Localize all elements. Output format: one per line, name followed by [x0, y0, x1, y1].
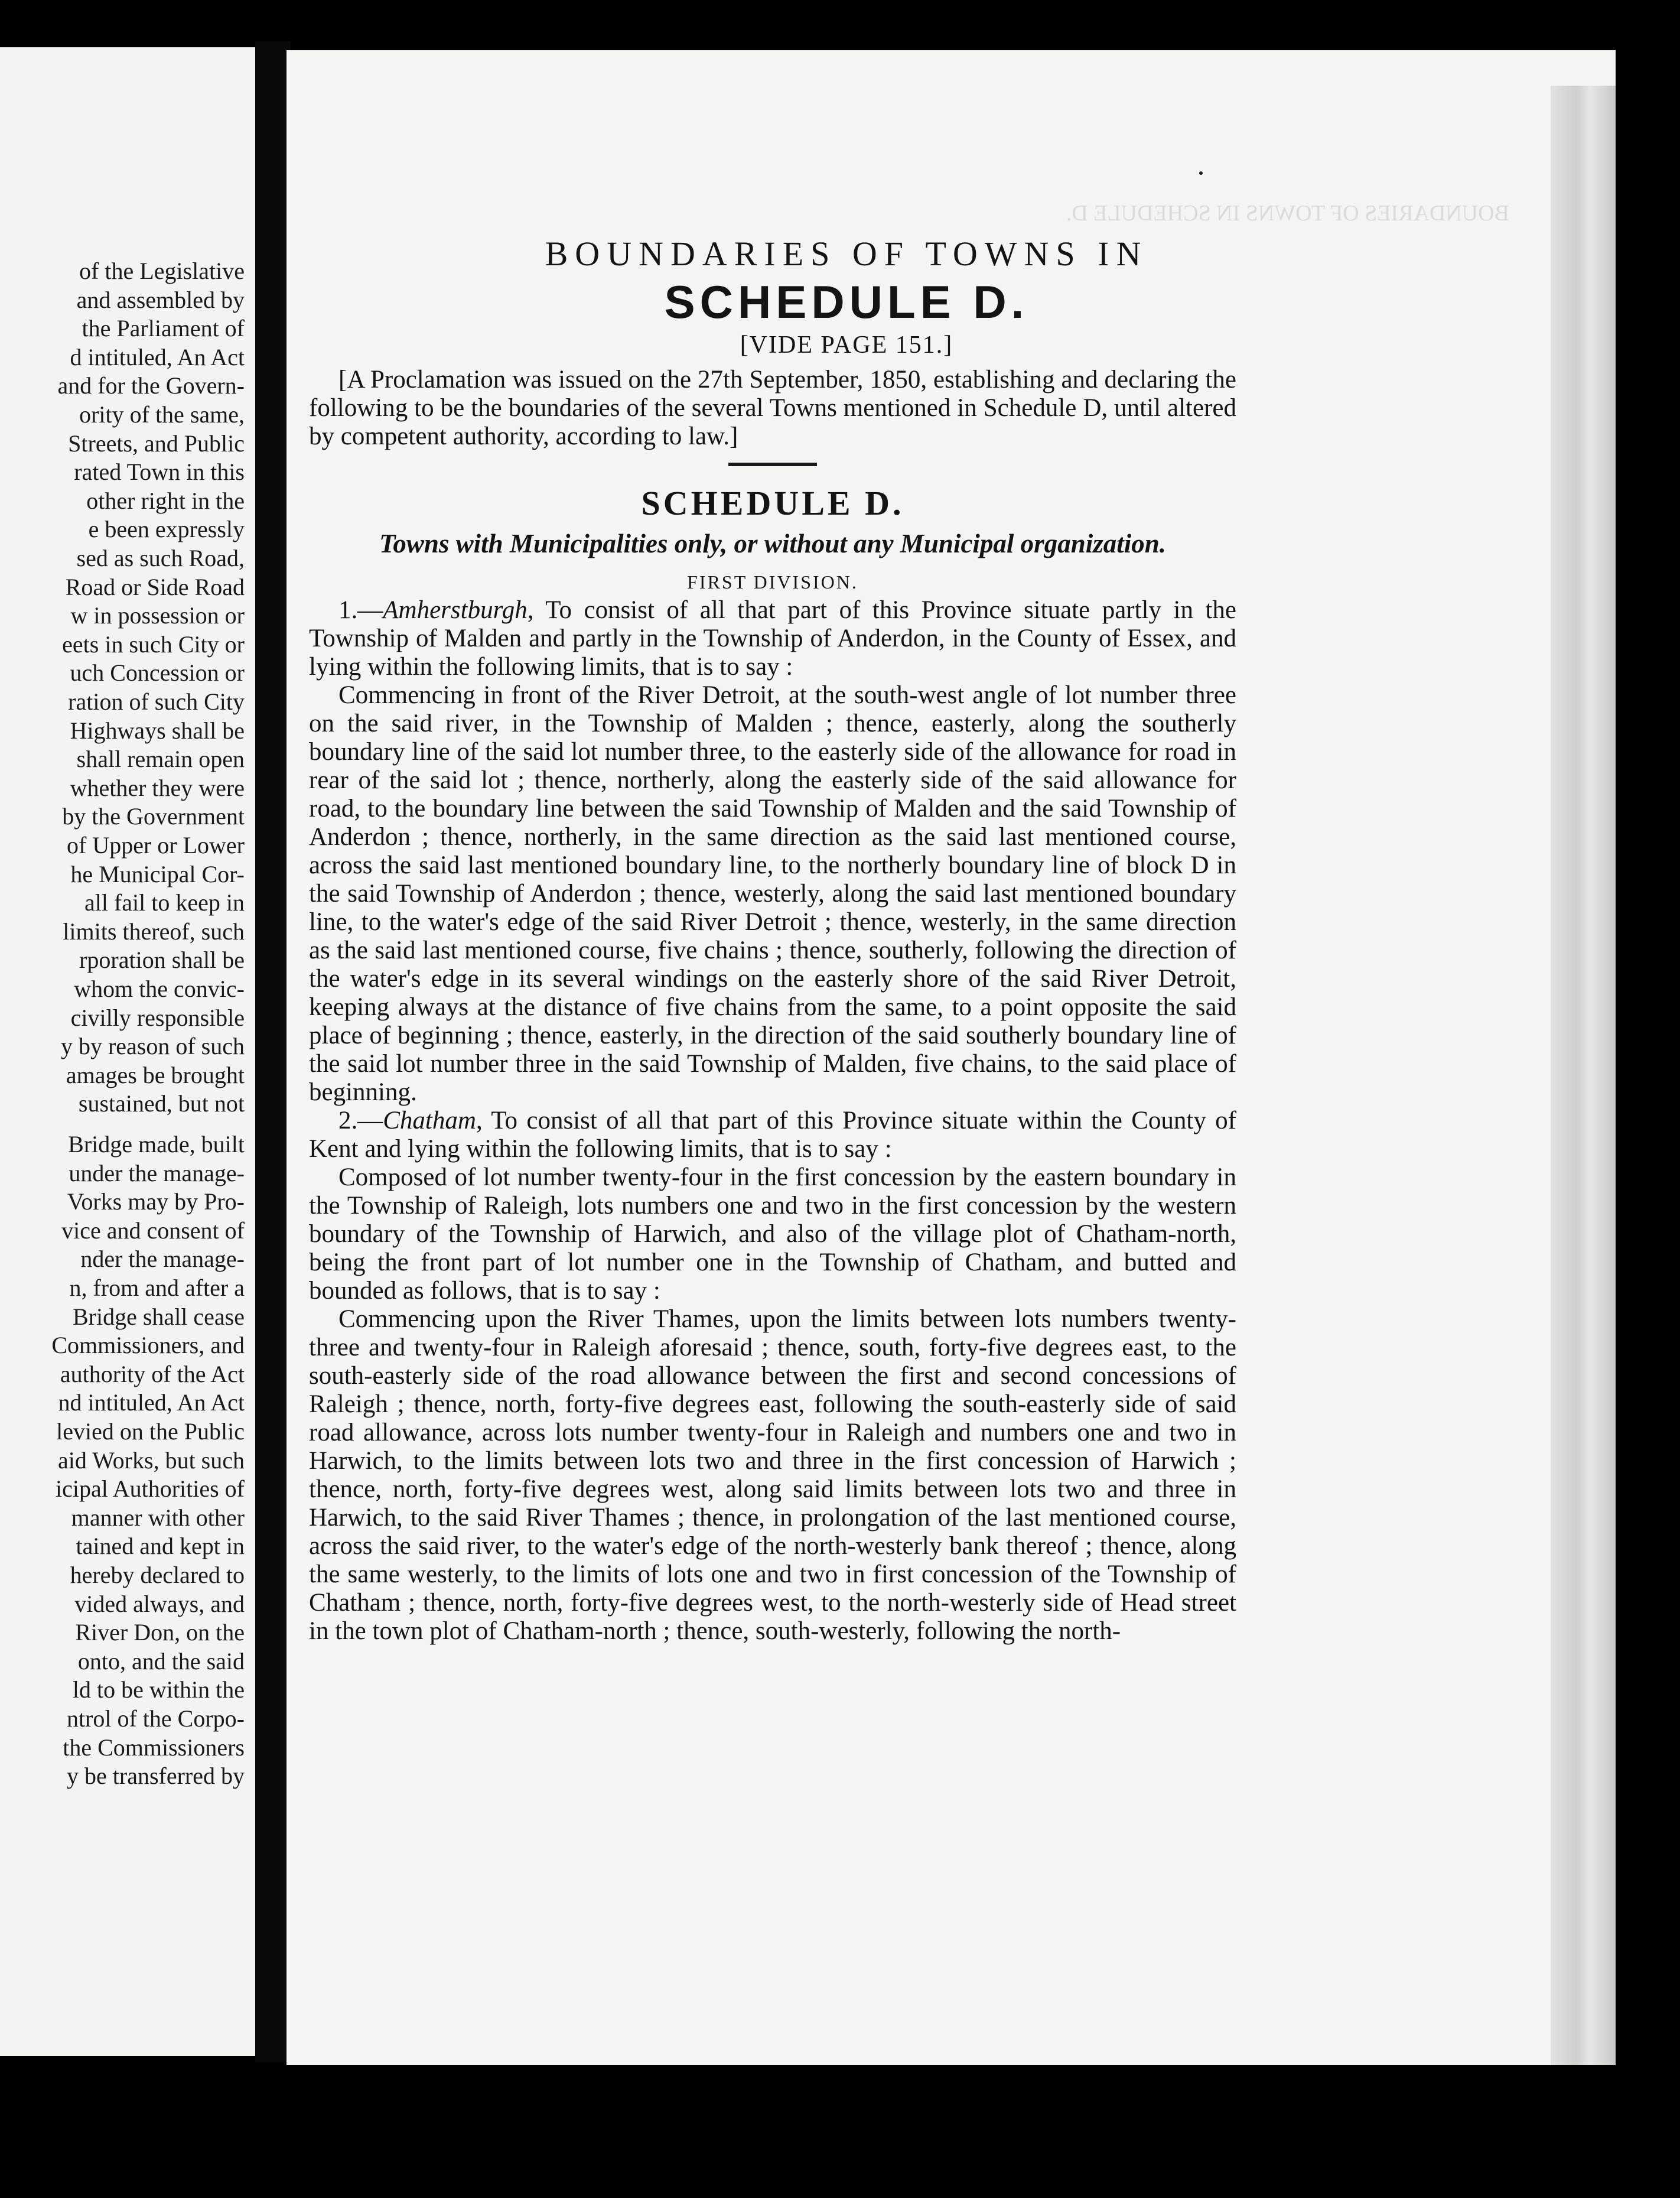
entry-amherstburgh-body: Commencing in front of the River Detroit, at the south-west angle of lot number three on the said river, in the Township of Malden ; thence, easterly, along the southerly boundary line of the said lot number three, to the easterly side of the allowance for road in rear of the said lot ; thence, northerly, along the easterly side of the said allowance for road, to the boundary line between the said Township of Malden and the said Township of Anderdon ; thence, northerly, in the same direction as the said last mentioned course, across the said last mentioned boundary line, to the northerly boundary line of block D in the said Township of Anderdon ; thence, westerly, along the said last mentioned boundary line, to the water's edge of the said River Detroit ; thence, westerly, in the same direction as the said last mentioned course, five chains ; thence, southerly, following the direction of the water's edge in its several windings on the easterly shore of the said River Detroit, keeping always at the distance of five chains from the same, to a point opposite the said place of beginning ; thence, easterly, in the direction of the said southerly boundary line of the said lot number three in the said Township of Malden, five chains, to the said place of beginning. [309, 681, 1236, 1106]
left-page-line: all fail to keep in [84, 889, 245, 916]
page-edge-stack [1551, 86, 1616, 2065]
left-page-line: authority of the Act [60, 1360, 245, 1387]
town-name: Amherstburgh [383, 596, 528, 624]
left-page-line: Vorks may by Pro- [67, 1188, 245, 1215]
left-page-line: the Parliament of [82, 315, 245, 342]
right-page [286, 50, 1616, 2065]
heading-line-2: SCHEDULE D. [664, 276, 1029, 328]
heading-line-1: BOUNDARIES OF TOWNS IN [545, 235, 1148, 273]
left-page-line: civilly responsible [70, 1004, 245, 1031]
left-page-line: River Don, on the [75, 1619, 245, 1646]
entry-chatham-body: Composed of lot number twenty-four in the first concession by the eastern boundary in the Township of Raleigh, lots numbers one and two in the first concession by the western boundary of the Township of Harwich, and also of the village plot of Chatham-north, being the front part of lot number one in the Township of Chatham, and butted and bounded as follows, that is to say : [309, 1163, 1236, 1305]
entry-number: 2.— [338, 1107, 383, 1134]
left-page-line: tained and kept in [76, 1533, 245, 1560]
left-page-line: onto, and the said [77, 1647, 245, 1674]
bleed-through-text: BOUNDARIES OF TOWNS IN SCHEDULE D. [1066, 201, 1509, 226]
entry-number: 1.— [338, 596, 383, 624]
left-page-line: n, from and after a [69, 1274, 245, 1301]
left-page-line: Highways shall be [70, 717, 245, 744]
left-page-line: ority of the same, [79, 401, 245, 428]
left-page-line: hereby declared to [70, 1562, 245, 1588]
left-page-line: sustained, but not [78, 1090, 245, 1117]
left-page-line: levied on the Public [56, 1418, 245, 1445]
entry-amherstburgh-intro [309, 596, 1236, 681]
left-page-line: vided always, and [74, 1590, 245, 1617]
left-page-line: nder the manage- [80, 1246, 245, 1273]
schedule-subtitle: Towns with Municipalities only, or without any Municipal organization. [379, 529, 1167, 558]
vide-reference: [VIDE PAGE 151.] [740, 331, 953, 359]
left-page-line: the Commissioners [63, 1734, 245, 1761]
left-page-line: under the manage- [69, 1159, 245, 1186]
left-page-line: y be transferred by [67, 1763, 245, 1790]
left-page-line: and for the Govern- [57, 372, 245, 399]
left-page-line: of the Legislative [79, 258, 245, 284]
left-page-line: rated Town in this [74, 459, 245, 486]
left-page-line: whom the convic- [74, 976, 245, 1002]
left-page-line: e been expressly [88, 516, 245, 543]
page-content [309, 233, 1236, 1646]
left-page-line: eets in such City or [62, 630, 245, 658]
schedule-title: SCHEDULE D. [641, 484, 904, 522]
left-page-line: Bridge shall cease [73, 1303, 245, 1330]
left-page-line: Bridge made, built [68, 1131, 245, 1157]
left-page-line: other right in the [86, 487, 245, 514]
left-page-line: ration of such City [68, 688, 245, 715]
left-page-line: whether they were [70, 774, 245, 801]
entry-chatham-intro [309, 1107, 1236, 1163]
left-page-line: amages be brought [66, 1061, 245, 1088]
left-page-line: sed as such Road, [76, 545, 245, 571]
book-gutter [255, 41, 291, 2062]
left-page-line: shall remain open [76, 746, 245, 773]
left-page-line: d intituled, An Act [70, 343, 245, 370]
left-page-line: and assembled by [76, 286, 245, 313]
entry-chatham-body-continued: Commencing upon the River Thames, upon the limits between lots numbers twenty-three and twenty-four in Raleigh aforesaid ; thence, south, forty-five degrees east, to the south-easterly side of the road allowance between the first and second concessions of Raleigh ; thence, north, forty-five degrees east, following the south-easterly side of said road allowance, across lots number twenty-four in Raleigh and numbers one and two in Harwich, to the limits between lots two and three in the first concession of Harwich ; thence, north, forty-five degrees west, along said limits between lots two and three in Harwich, to the said River Thames ; thence, in prolongation of the last mentioned course, across the said river, to the water's edge of the north-westerly bank thereof ; thence, along the same westerly, to the limits of lots one and two in first concession of the Township of Chatham ; thence, north, forty-five degrees west, to the north-westerly side of Head street in the town plot of Chatham-north ; thence, south-westerly, following the north- [309, 1305, 1236, 1645]
left-page-line: manner with other [71, 1504, 245, 1531]
proclamation-note: [A Proclamation was issued on the 27th September, 1850, establishing and declaring the following to be the boundaries of the several Towns mentioned in Schedule D, until altered by competent authority, according to law.] [309, 366, 1236, 450]
left-page-line: vice and consent of [61, 1217, 245, 1244]
left-page-line: ld to be within the [72, 1676, 245, 1703]
left-page-line: icipal Authorities of [56, 1475, 245, 1503]
division-heading: FIRST DIVISION. [687, 571, 858, 593]
entry-intro-text: , To consist of all that part of this Province situate within the County of Kent and lying within the following limits, that is to say : [309, 1107, 1236, 1163]
left-page-line: nd intituled, An Act [58, 1389, 245, 1416]
left-page-line: he Municipal Cor- [70, 860, 245, 887]
entry-intro-text: , To consist of all that part of this Province situate partly in the Township of Malden and partly in the Township of Anderdon, in the County of Essex, and lying within the following limits, that is to say : [309, 596, 1236, 681]
left-page-line: uch Concession or [70, 659, 245, 687]
left-page-line: y by reason of such [60, 1033, 245, 1060]
left-page [0, 47, 255, 2056]
left-page-line: rporation shall be [79, 947, 245, 974]
left-page-line: of Upper or Lower [67, 832, 245, 859]
section-rule [728, 463, 817, 466]
left-page-line: Road or Side Road [65, 573, 245, 600]
left-page-line: w in possession or [70, 602, 245, 629]
left-page-line: aid Works, but such [57, 1446, 245, 1474]
ink-speck [1199, 171, 1203, 175]
left-page-line: Streets, and Public [68, 430, 245, 457]
town-name: Chatham [383, 1107, 476, 1134]
left-page-line: Commissioners, and [51, 1332, 245, 1359]
left-page-line: limits thereof, such [63, 918, 245, 945]
left-page-line: by the Government [62, 803, 245, 830]
left-page-line: ntrol of the Corpo- [66, 1705, 245, 1732]
